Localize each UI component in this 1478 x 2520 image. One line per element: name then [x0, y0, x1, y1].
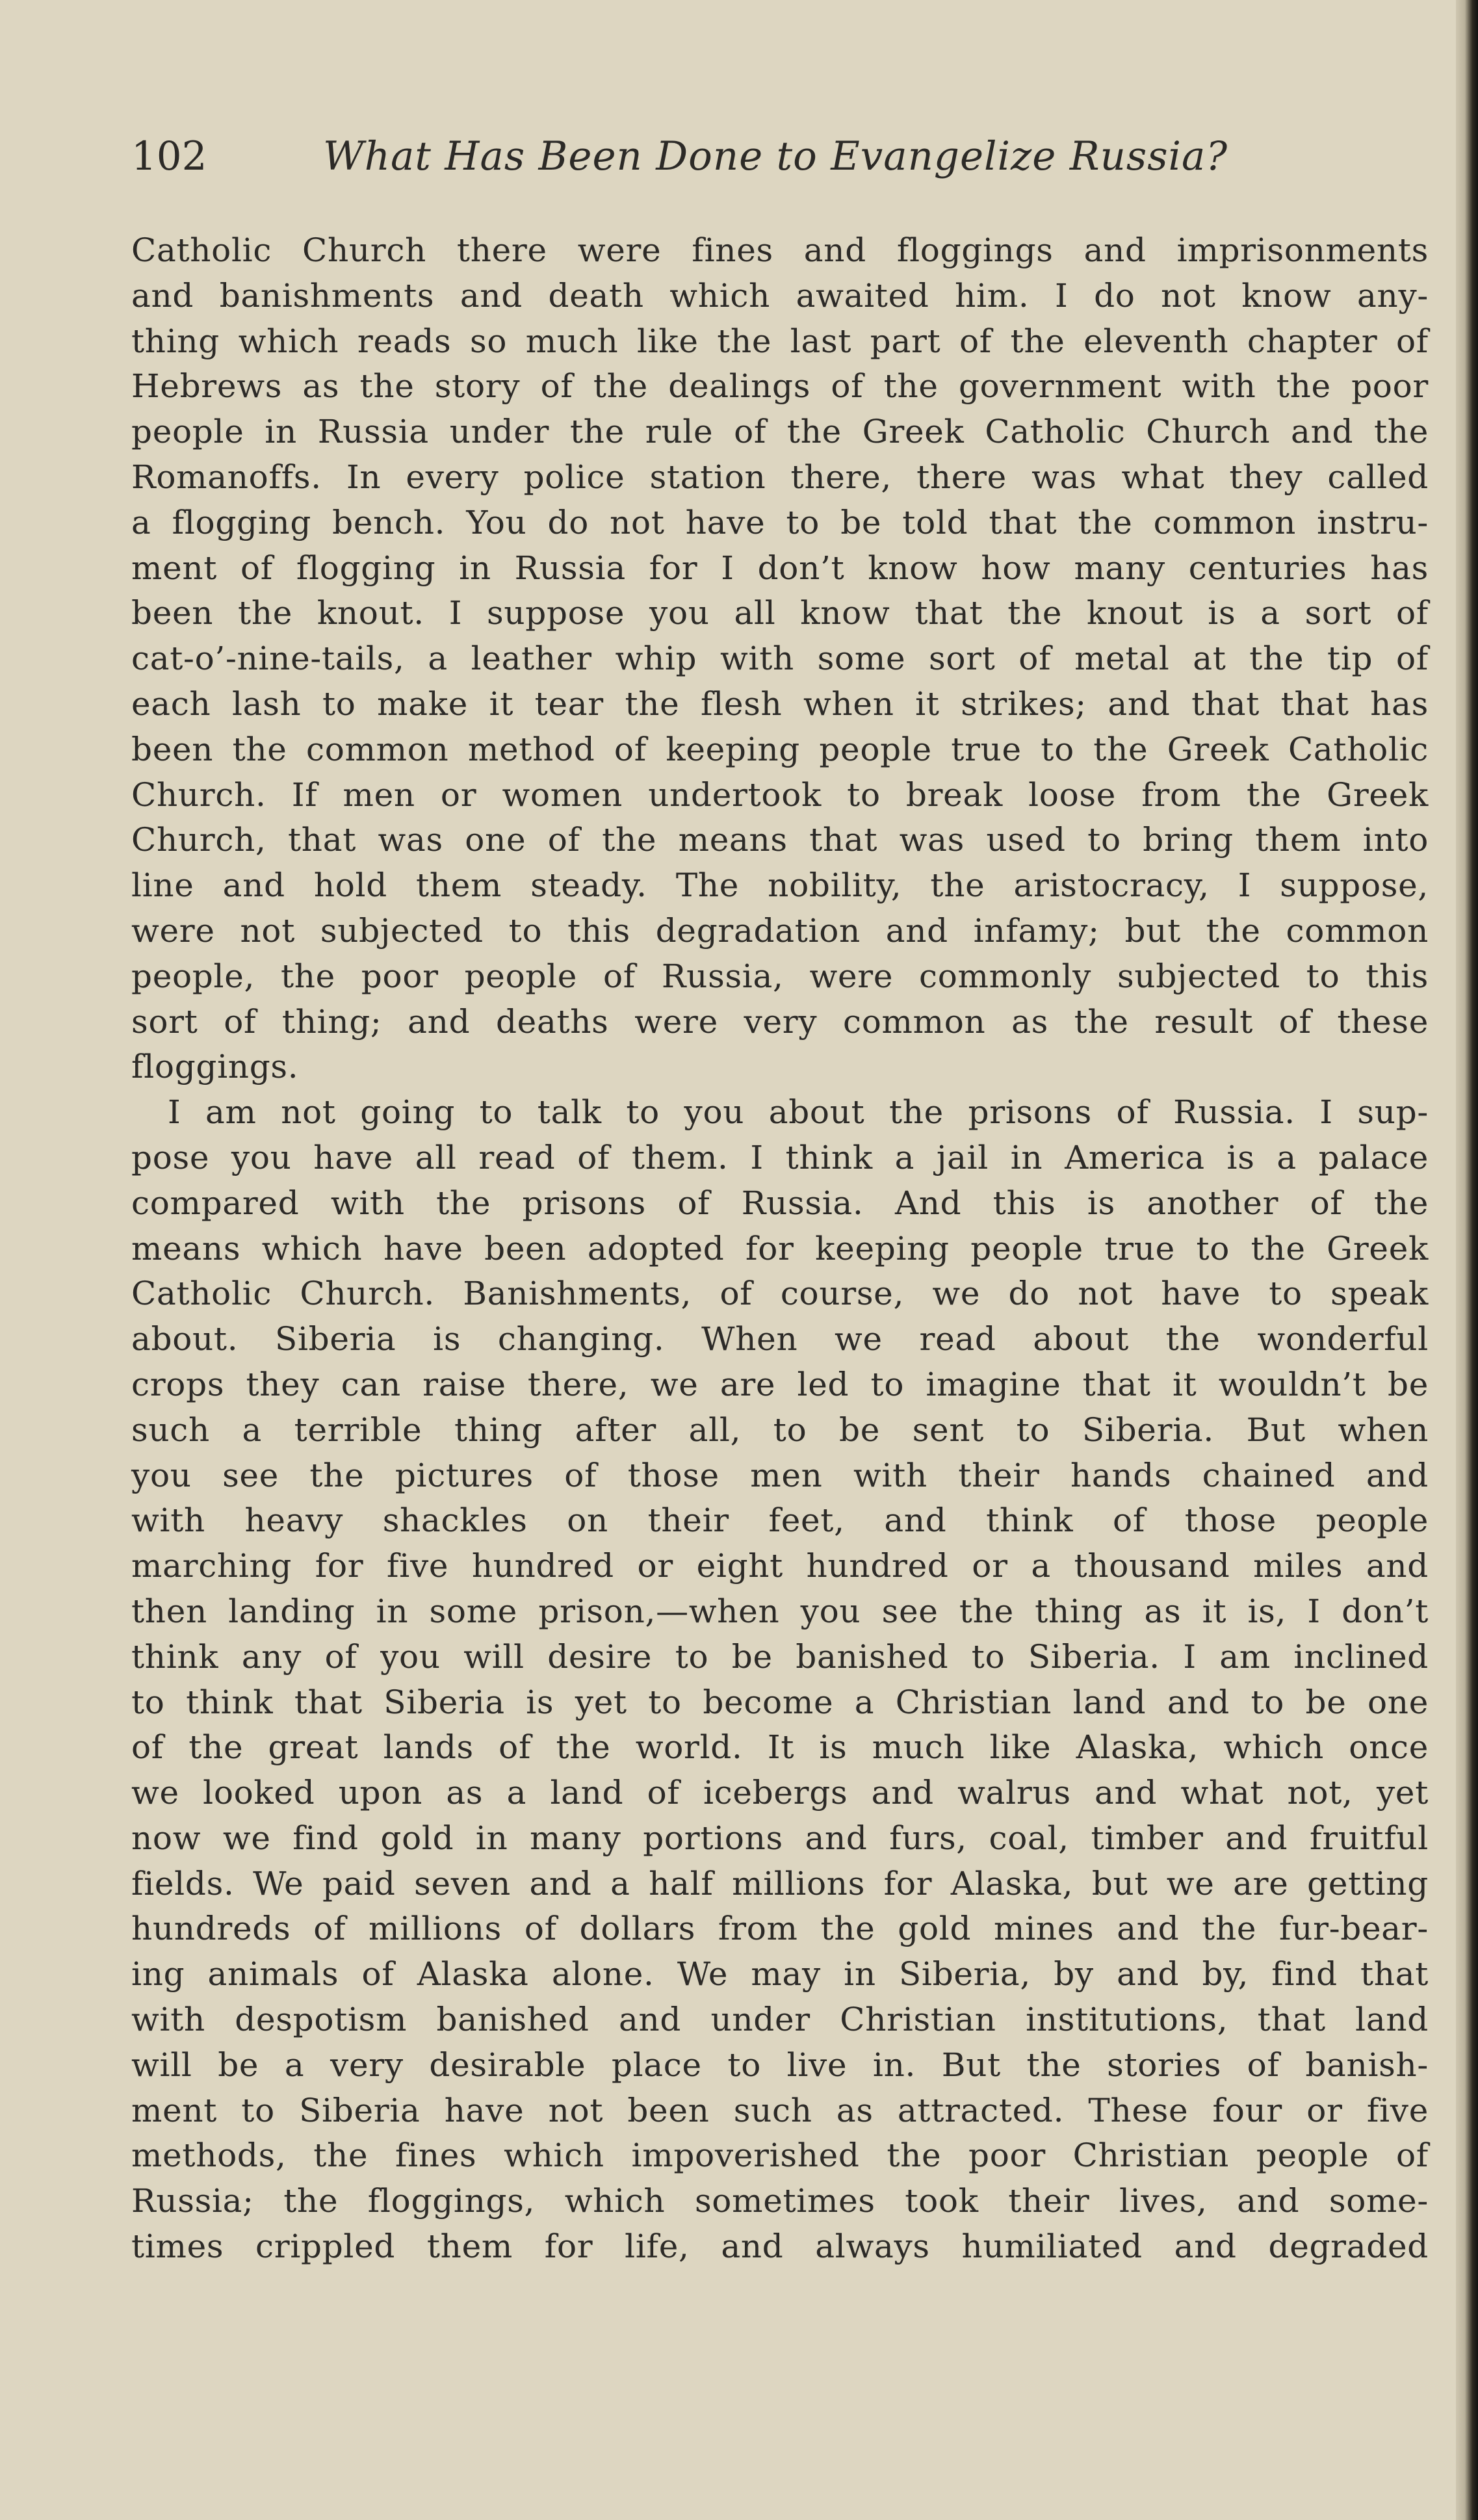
text-line: cat-o’-nine-tails, a leather whip with some sort of metal at the tip of: [131, 640, 1429, 678]
text-line: will be a very desirable place to live in. But the stories of banish-: [131, 2046, 1429, 2084]
body-text: [131, 228, 1429, 2270]
text-line: with despotism banished and under Christian institutions, that land: [131, 2001, 1429, 2039]
page-edge: [1456, 0, 1478, 2520]
running-title: What Has Been Done to Evangelize Russia?: [323, 133, 1228, 179]
text-line: marching for five hundred or eight hundred or a thousand miles and: [131, 1547, 1429, 1585]
text-line: Church. If men or women undertook to break loose from the Greek: [131, 775, 1429, 814]
paragraph: [131, 1090, 1429, 2270]
text-line: people, the poor people of Russia, were commonly subjected to this: [131, 957, 1429, 995]
text-line: means which have been adopted for keeping people true to the Greek: [131, 1229, 1429, 1267]
text-line: with heavy shackles on their feet, and think of those people: [131, 1501, 1429, 1540]
text-line: about. Siberia is changing. When we read about the wonderful: [131, 1320, 1429, 1358]
text-line: times crippled them for life, and always humiliated and degraded: [131, 2228, 1429, 2266]
text-line: we looked upon as a land of icebergs and walrus and what not, yet: [131, 1774, 1429, 1812]
text-line: line and hold them steady. The nobility, the aristocracy, I suppose,: [131, 866, 1429, 905]
text-line: to think that Siberia is yet to become a Christian land and to be one: [131, 1683, 1429, 1721]
text-line: pose you have all read of them. I think a jail in America is a palace: [131, 1138, 1429, 1176]
text-line: Hebrews as the story of the dealings of the government with the poor: [131, 367, 1429, 406]
text-line: ment to Siberia have not been such as attracted. These four or five: [131, 2091, 1429, 2129]
running-head: [131, 127, 1321, 186]
text-line: each lash to make it tear the flesh when it strikes; and that that has: [131, 684, 1429, 723]
text-line: were not subjected to this degradation and infamy; but the common: [131, 911, 1429, 950]
text-line: fields. We paid seven and a half millions for Alaska, but we are getting: [131, 1864, 1429, 1903]
text-line: thing which reads so much like the last part of the eleventh chapter of: [131, 322, 1429, 360]
text-line: think any of you will desire to be banished to Siberia. I am inclined: [131, 1637, 1429, 1676]
text-line: Catholic Church there were fines and floggings and imprisonments: [131, 231, 1429, 269]
text-line: you see the pictures of those men with their hands chained and: [131, 1456, 1429, 1494]
text-line: now we find gold in many portions and furs, coal, timber and fruitful: [131, 1819, 1429, 1857]
text-line: compared with the prisons of Russia. And this is another of the: [131, 1184, 1429, 1222]
text-line: methods, the fines which impoverished the poor Christian people of: [131, 2137, 1429, 2175]
text-line: sort of thing; and deaths were very common as the result of these: [131, 1002, 1429, 1041]
text-line: I am not going to talk to you about the prisons of Russia. I sup-: [168, 1093, 1429, 1132]
text-line: crops they can raise there, we are led to imagine that it wouldn’t be: [131, 1365, 1429, 1403]
text-line: of the great lands of the world. It is much like Alaska, which once: [131, 1728, 1429, 1767]
text-line: Church, that was one of the means that was used to bring them into: [131, 821, 1429, 859]
text-line: Russia; the floggings, which sometimes took their lives, and some-: [131, 2182, 1429, 2220]
text-line: ing animals of Alaska alone. We may in Siberia, by and by, find that: [131, 1955, 1429, 1994]
text-line: Romanoffs. In every police station there, there was what they called: [131, 458, 1429, 496]
text-line: ment of flogging in Russia for I don’t know how many centuries has: [131, 549, 1429, 587]
text-line: a flogging bench. You do not have to be told that the common instru-: [131, 503, 1429, 541]
text-line: Catholic Church. Banishments, of course, we do not have to speak: [131, 1275, 1429, 1313]
text-line: floggings.: [131, 1048, 299, 1086]
text-line: been the common method of keeping people true to the Greek Catholic: [131, 730, 1429, 768]
page-number: 102: [131, 133, 207, 179]
text-line: been the knout. I suppose you all know that the knout is a sort of: [131, 594, 1429, 632]
text-line: and banishments and death which awaited him. I do not know any-: [131, 276, 1429, 315]
paragraph: [131, 228, 1429, 1090]
text-line: people in Russia under the rule of the Greek Catholic Church and the: [131, 413, 1429, 451]
text-line: such a terrible thing after all, to be sent to Siberia. But when: [131, 1410, 1429, 1449]
text-line: hundreds of millions of dollars from the gold mines and the fur-bear-: [131, 1910, 1429, 1948]
text-line: then landing in some prison,—when you see the thing as it is, I don’t: [131, 1592, 1429, 1630]
